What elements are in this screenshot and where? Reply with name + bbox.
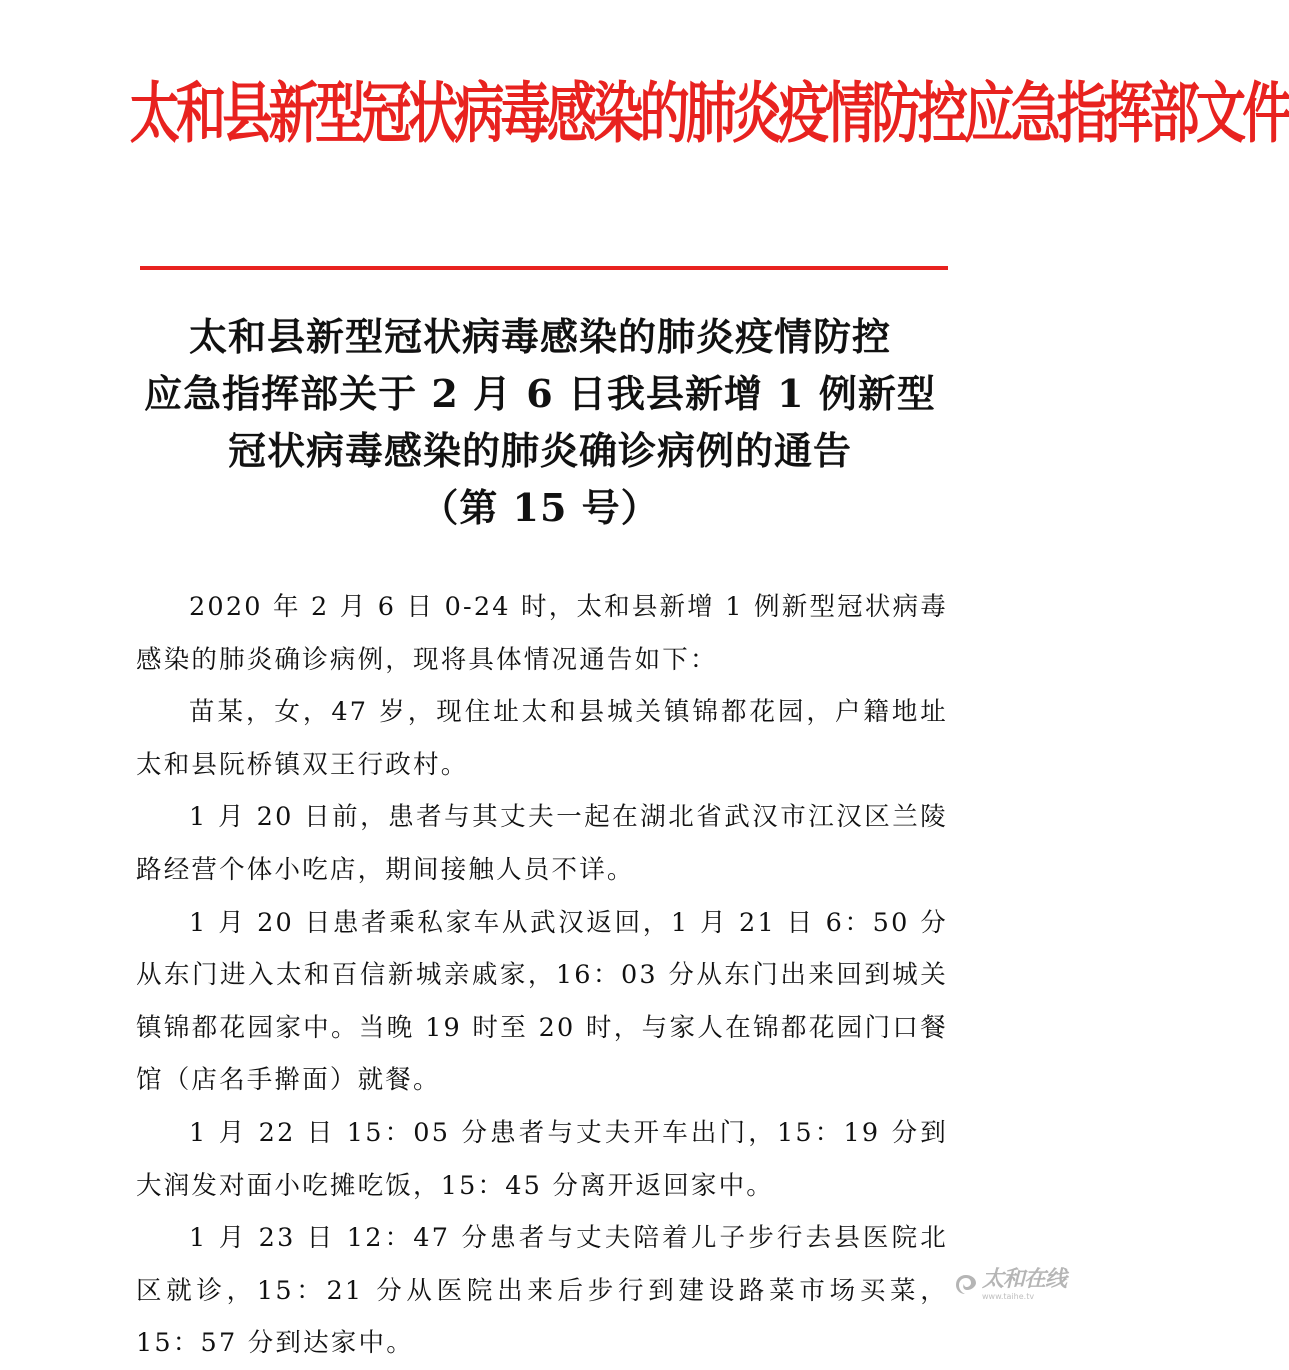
notice-title-line: 应急指挥部关于 2 月 6 日我县新增 1 例新型 (144, 371, 936, 416)
notice-title (60, 308, 1020, 536)
body-paragraph-patient-info: 苗某，女，47 岁，现住址太和县城关镇锦都花园，户籍地址太和县阮桥镇双王行政村。 (136, 697, 948, 780)
watermark-site-url: www.taihe.tv (981, 1292, 1035, 1301)
body-paragraph: 1 月 20 日前，患者与其丈夫一起在湖北省武汉市江汉区兰陵路经营个体小吃店，期间接触人员不详。 (136, 802, 948, 885)
watermark-site-name: 太和在线 (981, 1267, 1066, 1292)
notice-title-line: 太和县新型冠状病毒感染的肺炎疫情防控 (188, 314, 891, 359)
notice-title-line: 冠状病毒感染的肺炎确诊病例的通告 (227, 428, 852, 473)
body-paragraph: 1 月 23 日 12：47 分患者与丈夫陪着儿子步行去县医院北区就诊，15：21 分从医院出来后步行到建设路菜市场买菜，15：57 分到达家中。 (136, 1223, 948, 1359)
notice-number: （第 15 号） (420, 485, 660, 530)
site-watermark (954, 1269, 1066, 1301)
swirl-logo-icon (954, 1273, 978, 1297)
document-header-title: 太和县新型冠状病毒感染的肺炎疫情防控应急指挥部文件 (129, 74, 1289, 152)
body-paragraph-intro: 2020 年 2 月 6 日 0-24 时，太和县新增 1 例新型冠状病毒感染的肺炎确诊病例，现将具体情况通告如下： (136, 592, 948, 675)
notice-body (136, 581, 948, 1370)
body-paragraph: 1 月 20 日患者乘私家车从武汉返回，1 月 21 日 6：50 分从东门进入太和百信新城亲戚家，16：03 分从东门出来回到城关镇锦都花园家中。当晚 19 时至 20 时，与家人在锦都花园门口餐馆（店名手擀面）就餐。 (136, 907, 948, 1096)
header-red-rule (140, 266, 948, 270)
body-paragraph: 1 月 22 日 15：05 分患者与丈夫开车出门，15：19 分到大润发对面小吃摊吃饭，15：45 分离开返回家中。 (136, 1117, 948, 1201)
